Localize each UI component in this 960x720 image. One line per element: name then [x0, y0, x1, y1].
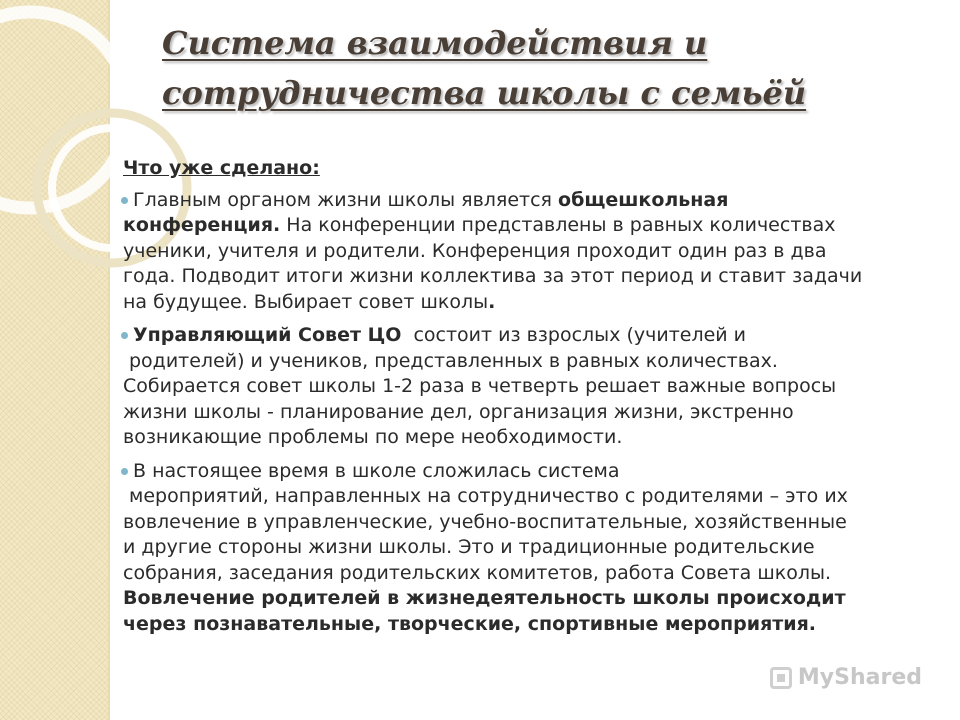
paragraph-line-bold: через познавательные, творческие, спортивные мероприятия. — [123, 612, 817, 635]
myshared-logo-icon — [770, 667, 792, 689]
paragraph-line: ученики, учителя и родители. Конференция проходит один раз в два — [123, 239, 827, 262]
slide-body — [123, 156, 953, 645]
paragraph-line-bold: Вовлечение родителей в жизнедеятельность школы происходит — [123, 587, 846, 609]
slide-title — [162, 18, 922, 118]
paragraph-line: на будущее. Выбирает совет школы. — [123, 290, 496, 313]
paragraph-line: собрания, заседания родительских комитетов, работа Совета школы. — [123, 561, 832, 584]
watermark-text: MyShared — [797, 665, 922, 690]
paragraph-line: В настоящее время в школе сложилась система — [133, 459, 620, 482]
paragraph-system — [123, 459, 953, 638]
bullet-dot — [121, 197, 128, 204]
title-line-1: Система взаимодействия и — [162, 24, 708, 62]
paragraph-line: жизни школы - планирование дел, организация жизни, экстренно — [123, 400, 794, 423]
paragraph-line: мероприятий, направленных на сотрудничество с родителями – это их — [129, 485, 848, 507]
title-line-2: сотрудничества школы с семьёй — [162, 74, 807, 112]
paragraph-line: и другие стороны жизни школы. Это и традиционные родительские — [123, 536, 815, 558]
paragraph-conference — [123, 188, 953, 316]
paragraph-line: вовлечение в управленческие, учебно-воспитательные, хозяйственные — [123, 510, 847, 533]
paragraph-line: родителей) и учеников, представленных в равных количествах. — [129, 349, 778, 372]
watermark — [770, 665, 922, 690]
paragraph-line: Управляющий Совет ЦО состоит из взрослых (учителей и — [133, 324, 747, 346]
section-heading: Что уже сделано: — [123, 157, 320, 179]
paragraph-line: конференция. На конференции представлены в равных количествах — [123, 214, 836, 236]
paragraph-line: года. Подводит итоги жизни коллектива за этот период и ставит задачи — [123, 265, 863, 287]
bullet-dot — [121, 332, 128, 339]
bullet-dot — [121, 468, 128, 475]
paragraph-council — [123, 323, 953, 451]
paragraph-line: Главным органом жизни школы является общешкольная — [133, 188, 729, 211]
paragraph-line: Собирается совет школы 1-2 раза в четверть решает важные вопросы — [123, 375, 837, 397]
paragraph-line: возникающие проблемы по мере необходимости. — [123, 426, 623, 448]
